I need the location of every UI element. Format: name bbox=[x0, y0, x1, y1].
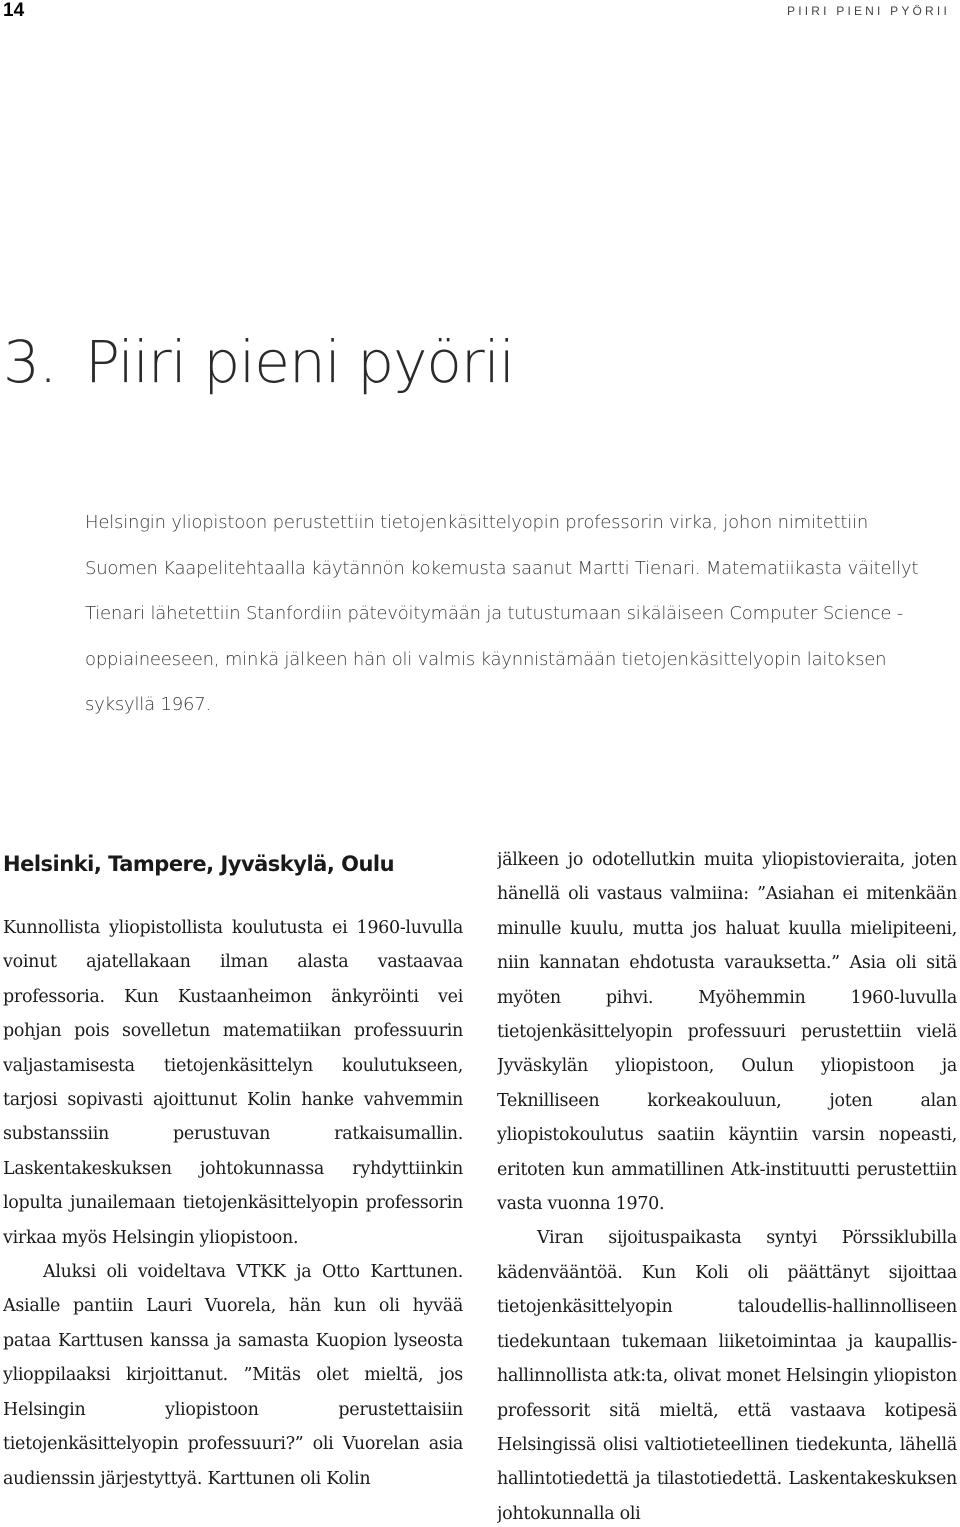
left-paragraph-2: Aluksi oli voideltava VTKK ja Otto Karttunen. Asialle pantiin Lauri Vuorela, hän kun oli hyvää pataa Karttusen kanssa ja samasta Kuopion lyseosta ylioppilaaksi kirjoittanut. ”Mitäs olet mieltä, jos Helsingin yliopistoon perustettaisiin tietojenkäsittelyopin professuuri?” oli Vuorelan asia audienssin järjestyttyä. Karttunen oli Kolin bbox=[3, 1262, 463, 1489]
chapter-title bbox=[3, 328, 514, 396]
chapter-number: 3. bbox=[3, 328, 57, 396]
right-paragraph-2: Viran sijoituspaikasta syntyi Pörssiklubilla kädenvääntöä. Kun Koli oli päättänyt sijoittaa tietojenkäsittelyopin taloudellis-hallinnolliseen tiedekuntaan tukemaan liiketoimintaa ja kaupallis-hallinnollista atk:ta, olivat monet Helsingin yliopiston professorit sitä mieltä, että vastaava kotipesä Helsingissä olisi valtiotieteellinen tiedekunta, lähellä hallintotiedettä ja tilastotiedettä. Laskentakeskuksen johtokunnalla oli bbox=[497, 1228, 957, 1523]
right-paragraph-1: jälkeen jo odotellutkin muita yliopistovieraita, joten hänellä oli vastaus valmiina: ”Asiahan ei mitenkään minulle kuulu, mutta jos haluat kuulla mielipiteeni, niin kannatan ehdotusta varauksetta.” Asia oli sitä myöten pihvi. Myöhemmin 1960-luvulla tietojenkäsittelyopin professuuri perustettiin vielä Jyväskylän yliopistoon, Oulun yliopistoon ja Teknilliseen korkeakouluun, joten alan yliopistokoulutus saatiin käyntiin varsin nopeasti, eritoten kun ammatillinen Atk-instituutti perustettiin vasta vuonna 1970. bbox=[497, 850, 957, 1215]
left-column bbox=[3, 911, 463, 1523]
running-header: PIIRI PIENI PYÖRII bbox=[787, 4, 950, 18]
left-paragraph-1: Kunnollista yliopistollista koulutusta ei 1960-luvulla voinut ajatellakaan ilman alasta vastaavaa professoria. Kun Kustaanheimon änkyröinti vei pohjan pois sovelletun matematiikan professuurin valjastamisesta tietojenkäsittelyn koulutukseen, tarjosi sopivasti ajoittunut Kolin hanke vahvemmin substanssiin perustuvan ratkaisumallin. Laskentakeskuksen johtokunnassa ryhdyttiinkin lopulta junailemaan tietojenkäsittelyopin professorin virkaa myös Helsingin yliopistoon. bbox=[3, 918, 463, 1248]
section-heading: Helsinki, Tampere, Jyväskylä, Oulu bbox=[3, 852, 395, 876]
chapter-title-text: Piiri pieni pyörii bbox=[85, 328, 514, 396]
page-number: 14 bbox=[3, 0, 25, 21]
right-column bbox=[497, 843, 957, 1523]
intro-paragraph: Helsingin yliopistoon perustettiin tietojenkäsittelyopin professorin virka, johon nimitettiin Suomen Kaapelitehtaalla käytännön kokemusta saanut Martti Tienari. Matematiikasta väitellyt Tienari lähetettiin Stanfordiin pätevöitymään ja tutustumaan sikäläiseen Computer Science -oppiaineeseen, minkä jälkeen hän oli valmis käynnistämään tietojenkäsittelyopin laitoksen syksyllä 1967. bbox=[85, 512, 919, 715]
